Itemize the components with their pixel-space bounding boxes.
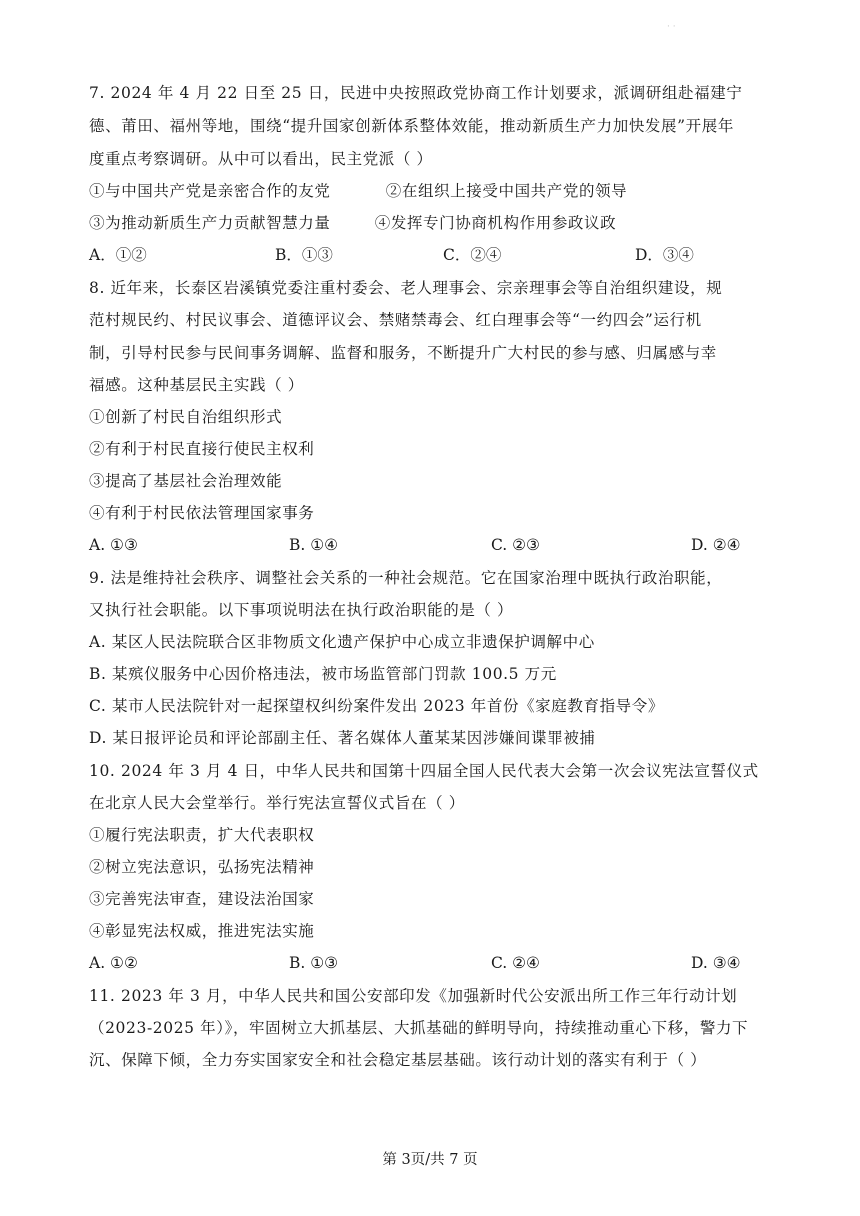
option-d: D. ②④ bbox=[691, 536, 741, 554]
option-c: C. ②④ bbox=[491, 954, 540, 972]
question-text-line: 9. 法是维持社会秩序、调整社会关系的一种社会规范。它在国家治理中既执行政治职能， bbox=[89, 569, 723, 587]
question-text-line: （2023-2025 年）》，牢固树立大抓基层、大抓基础的鲜明导向，持续推动重心下移，警力下 bbox=[89, 1019, 749, 1037]
statement-line: ①履行宪法职责，扩大代表职权 bbox=[89, 826, 315, 844]
statement-line: ③为推动新质生产力贡献智慧力量 ④发挥专门协商机构作用参政议政 bbox=[89, 214, 617, 232]
options-row bbox=[89, 953, 769, 973]
option-b: B. 某殡仪服务中心因价格违法，被市场监管部门罚款 100.5 万元 bbox=[89, 665, 557, 683]
option-c: C．②④ bbox=[443, 246, 502, 264]
statement-line: ②有利于村民直接行使民主权利 bbox=[89, 440, 315, 458]
options-row bbox=[89, 245, 769, 265]
statement-line: ③完善宪法审查，建设法治国家 bbox=[89, 890, 315, 908]
statement-line: ①与中国共产党是亲密合作的友党 ②在组织上接受中国共产党的领导 bbox=[89, 182, 628, 200]
question-text-line: 制，引导村民参与民间事务调解、监督和服务，不断提升广大村民的参与感、归属感与幸 bbox=[89, 344, 717, 362]
question-text-line: 福感。这种基层民主实践（ ） bbox=[89, 376, 304, 394]
question-text-line: 11. 2023 年 3 月，中华人民共和国公安部印发《加强新时代公安派出所工作三年行动计划 bbox=[89, 987, 738, 1005]
question-text-line: 10. 2024 年 3 月 4 日，中华人民共和国第十四届全国人民代表大会第一次会议宪法宣誓仪式 bbox=[89, 762, 759, 780]
options-row bbox=[89, 535, 769, 555]
question-text-line: 7. 2024 年 4 月 22 日至 25 日，民进中央按照政党协商工作计划要求，派调研组赴福建宁 bbox=[89, 84, 743, 102]
option-a: A. 某区人民法院联合区非物质文化遗产保护中心成立非遗保护调解中心 bbox=[89, 633, 595, 651]
option-c: C. ②③ bbox=[491, 536, 540, 554]
statement-line: ④有利于村民依法管理国家事务 bbox=[89, 504, 315, 522]
question-text-line: 范村规民约、村民议事会、道德评议会、禁赌禁毒会、红白理事会等“一约四会”运行机 bbox=[89, 311, 702, 329]
option-d: D. ③④ bbox=[691, 954, 741, 972]
question-text-line: 8. 近年来，长泰区岩溪镇党委注重村委会、老人理事会、宗亲理事会等自治组织建设，规 bbox=[89, 279, 723, 297]
page-number-footer: 第 3页/共 7 页 bbox=[382, 1152, 478, 1168]
question-text-line: 度重点考察调研。从中可以看出，民主党派（ ） bbox=[89, 150, 433, 168]
question-text-line: 德、莆田、福州等地，围绕“提升国家创新体系整体效能，推动新质生产力加快发展”开展年 bbox=[89, 117, 734, 135]
option-b: B. ①③ bbox=[289, 954, 339, 972]
option-b: B. ①④ bbox=[289, 536, 339, 554]
option-b: B．①③ bbox=[275, 246, 333, 264]
option-d: D．③④ bbox=[635, 246, 694, 264]
question-text-line: 沉、保障下倾，全力夯实国家安全和社会稳定基层基础。该行动计划的落实有利于（ ） bbox=[89, 1051, 707, 1069]
scan-mark: · · bbox=[667, 22, 676, 32]
option-a: A. ①② bbox=[89, 954, 138, 972]
question-text-line: 在北京人民大会堂举行。举行宪法宣誓仪式旨在（ ） bbox=[89, 794, 465, 812]
statement-line: ②树立宪法意识，弘扬宪法精神 bbox=[89, 858, 315, 876]
option-c: C. 某市人民法院针对一起探望权纠纷案件发出 2023 年首份《家庭教育指导令》 bbox=[89, 697, 664, 715]
option-a: A．①② bbox=[89, 246, 147, 264]
option-a: A. ①③ bbox=[89, 536, 138, 554]
statement-line: ③提高了基层社会治理效能 bbox=[89, 472, 283, 490]
statement-line: ①创新了村民自治组织形式 bbox=[89, 408, 283, 426]
question-text-line: 又执行社会职能。以下事项说明法在执行政治职能的是（ ） bbox=[89, 601, 514, 619]
statement-line: ④彰显宪法权威，推进宪法实施 bbox=[89, 922, 315, 940]
option-d: D. 某日报评论员和评论部副主任、著名媒体人董某某因涉嫌间谍罪被捕 bbox=[89, 729, 596, 747]
